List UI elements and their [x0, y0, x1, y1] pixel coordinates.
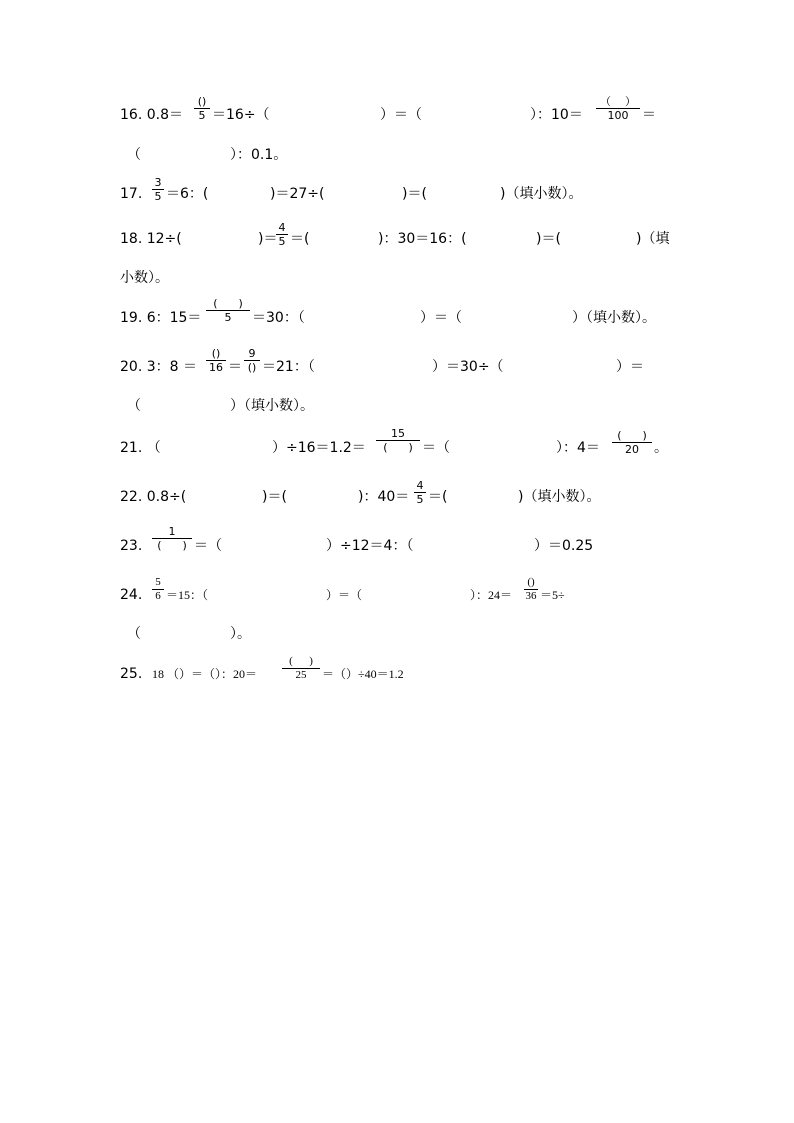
- q24-part-3: ）：24＝: [470, 588, 513, 602]
- q22-part-4: )（填小数）。: [518, 489, 601, 505]
- q18-part-4: )：30＝16：(: [378, 231, 467, 247]
- q17-part-1: ＝6：(: [166, 186, 209, 202]
- q17-part-3: )＝(: [402, 186, 427, 202]
- q16-fraction-1-numerator: (): [197, 95, 207, 108]
- q25-part-1: 18 （）＝（）：20＝: [152, 667, 258, 681]
- q19-part-2: ）＝（: [420, 310, 462, 326]
- q24-number: 24.: [120, 587, 143, 603]
- q17-part-4: )（填小数）。: [500, 186, 583, 202]
- q24-part-1: ＝15：（: [166, 588, 209, 602]
- q23-fraction-denominator: ( ): [157, 539, 187, 552]
- q18-part-2: )＝: [258, 231, 278, 247]
- q23-part-3: ）＝0.25: [534, 538, 594, 554]
- q16-fraction-1-denominator: 5: [198, 109, 206, 122]
- q22-part-3: ＝(: [428, 489, 448, 505]
- q21-fraction-2-denominator: 20: [625, 443, 639, 456]
- q20-part-4: ）＝: [616, 359, 644, 375]
- q16-fraction-2: [596, 96, 640, 121]
- q23-number: 23.: [120, 538, 143, 554]
- q20-part-3: ）＝30÷（: [432, 359, 504, 375]
- q21-fraction-1: [376, 428, 420, 453]
- q23-fraction-numerator: 1: [168, 525, 176, 538]
- q23-fraction: [152, 526, 192, 551]
- q21-part-2: ＝（: [422, 440, 450, 456]
- q19-part-3: ）（填小数）。: [572, 310, 656, 326]
- q18-fraction-denominator: 5: [278, 235, 286, 248]
- q18-line-2: 小数）。: [120, 270, 169, 286]
- q24-line-2: （ ）。: [127, 626, 252, 642]
- q18-fraction-numerator: 4: [278, 221, 286, 234]
- q16-fraction-2-numerator: （ ）: [600, 95, 636, 108]
- q17-number: 17.: [120, 186, 143, 202]
- q22-fraction: [414, 480, 426, 505]
- q21-part-3: ）：4＝: [556, 440, 600, 456]
- q20-fraction-2-numerator: 9: [248, 347, 256, 360]
- q21-part-4: 。: [654, 440, 668, 456]
- q24-fraction-1-denominator: 6: [155, 590, 161, 602]
- q16-fraction-2-denominator: 100: [607, 109, 629, 122]
- q16-part-4: ＝: [642, 107, 656, 123]
- q24-fraction-2-denominator: 36: [525, 590, 537, 602]
- q25-fraction: [282, 656, 320, 681]
- q19-fraction: [206, 298, 250, 323]
- q24-part-2: ）＝（: [326, 588, 363, 602]
- q22-fraction-numerator: 4: [416, 479, 424, 492]
- q22-part-2: )：40＝: [358, 489, 410, 505]
- q25-number: 25.: [120, 666, 143, 682]
- q20-number: 20. 3：8 ＝: [120, 359, 197, 375]
- q24-part-4: ＝5÷: [540, 588, 565, 602]
- q24-fraction-2: [524, 577, 538, 602]
- q17-fraction-numerator: 3: [154, 176, 162, 189]
- q22-fraction-denominator: 5: [416, 493, 424, 506]
- q18-part-1: 18. 12÷(: [120, 231, 182, 247]
- q20-line-2: （ ）（填小数）。: [127, 398, 315, 414]
- q21-fraction-2-numerator: ( ): [617, 429, 647, 442]
- q20-fraction-1-denominator: 16: [209, 361, 223, 374]
- q20-part-2: ＝21：（: [262, 359, 315, 375]
- q20-fraction-2-denominator: (): [247, 361, 257, 374]
- q16-fraction-1: [194, 96, 210, 121]
- q16-part-2: ）＝（: [380, 107, 422, 123]
- q19-fraction-numerator: ( ): [213, 297, 243, 310]
- q25-fraction-numerator: ( ): [289, 655, 313, 667]
- q22-part-1: )＝(: [262, 489, 287, 505]
- q18-part-5: )＝(: [536, 231, 561, 247]
- q19-fraction-denominator: 5: [224, 311, 232, 324]
- q16-number: 16. 0.8＝: [120, 107, 183, 123]
- q20-fraction-1-numerator: (): [211, 347, 221, 360]
- q17-fraction-denominator: 5: [154, 190, 162, 203]
- q18-part-3: ＝(: [290, 231, 310, 247]
- q24-fraction-1: [152, 577, 164, 602]
- q17-fraction: [152, 177, 164, 202]
- q19-part-1: ＝30：（: [252, 310, 305, 326]
- q17-part-2: )＝27÷(: [270, 186, 325, 202]
- q19-number: 19. 6：15＝: [120, 310, 202, 326]
- q20-fraction-2: [244, 348, 260, 373]
- q25-part-2: ＝（）÷40＝1.2: [322, 667, 404, 681]
- q21-part-1: ）÷16＝1.2＝: [272, 440, 366, 456]
- q16-line-2: （ ）：0.1。: [127, 147, 288, 163]
- q21-fraction-1-denominator: ( ): [383, 441, 413, 454]
- q21-fraction-1-numerator: 15: [391, 427, 405, 440]
- q25-fraction-denominator: 25: [295, 669, 307, 681]
- q18-part-6: )（填: [636, 231, 670, 247]
- q16-part-1: ＝16÷（: [212, 107, 270, 123]
- q22-number: 22. 0.8÷(: [120, 489, 187, 505]
- q23-part-1: ＝（: [194, 538, 222, 554]
- q21-fraction-2: [612, 430, 652, 455]
- q20-part-1: ＝: [228, 359, 242, 375]
- q16-part-3: ）：10＝: [530, 107, 583, 123]
- q24-fraction-2-numerator: (): [527, 576, 535, 588]
- q20-fraction-1: [206, 348, 226, 373]
- q23-part-2: ）÷12＝4：（: [326, 538, 414, 554]
- q18-fraction: [276, 222, 288, 247]
- q24-fraction-1-numerator: 5: [155, 576, 161, 588]
- q21-number: 21. （: [120, 440, 161, 456]
